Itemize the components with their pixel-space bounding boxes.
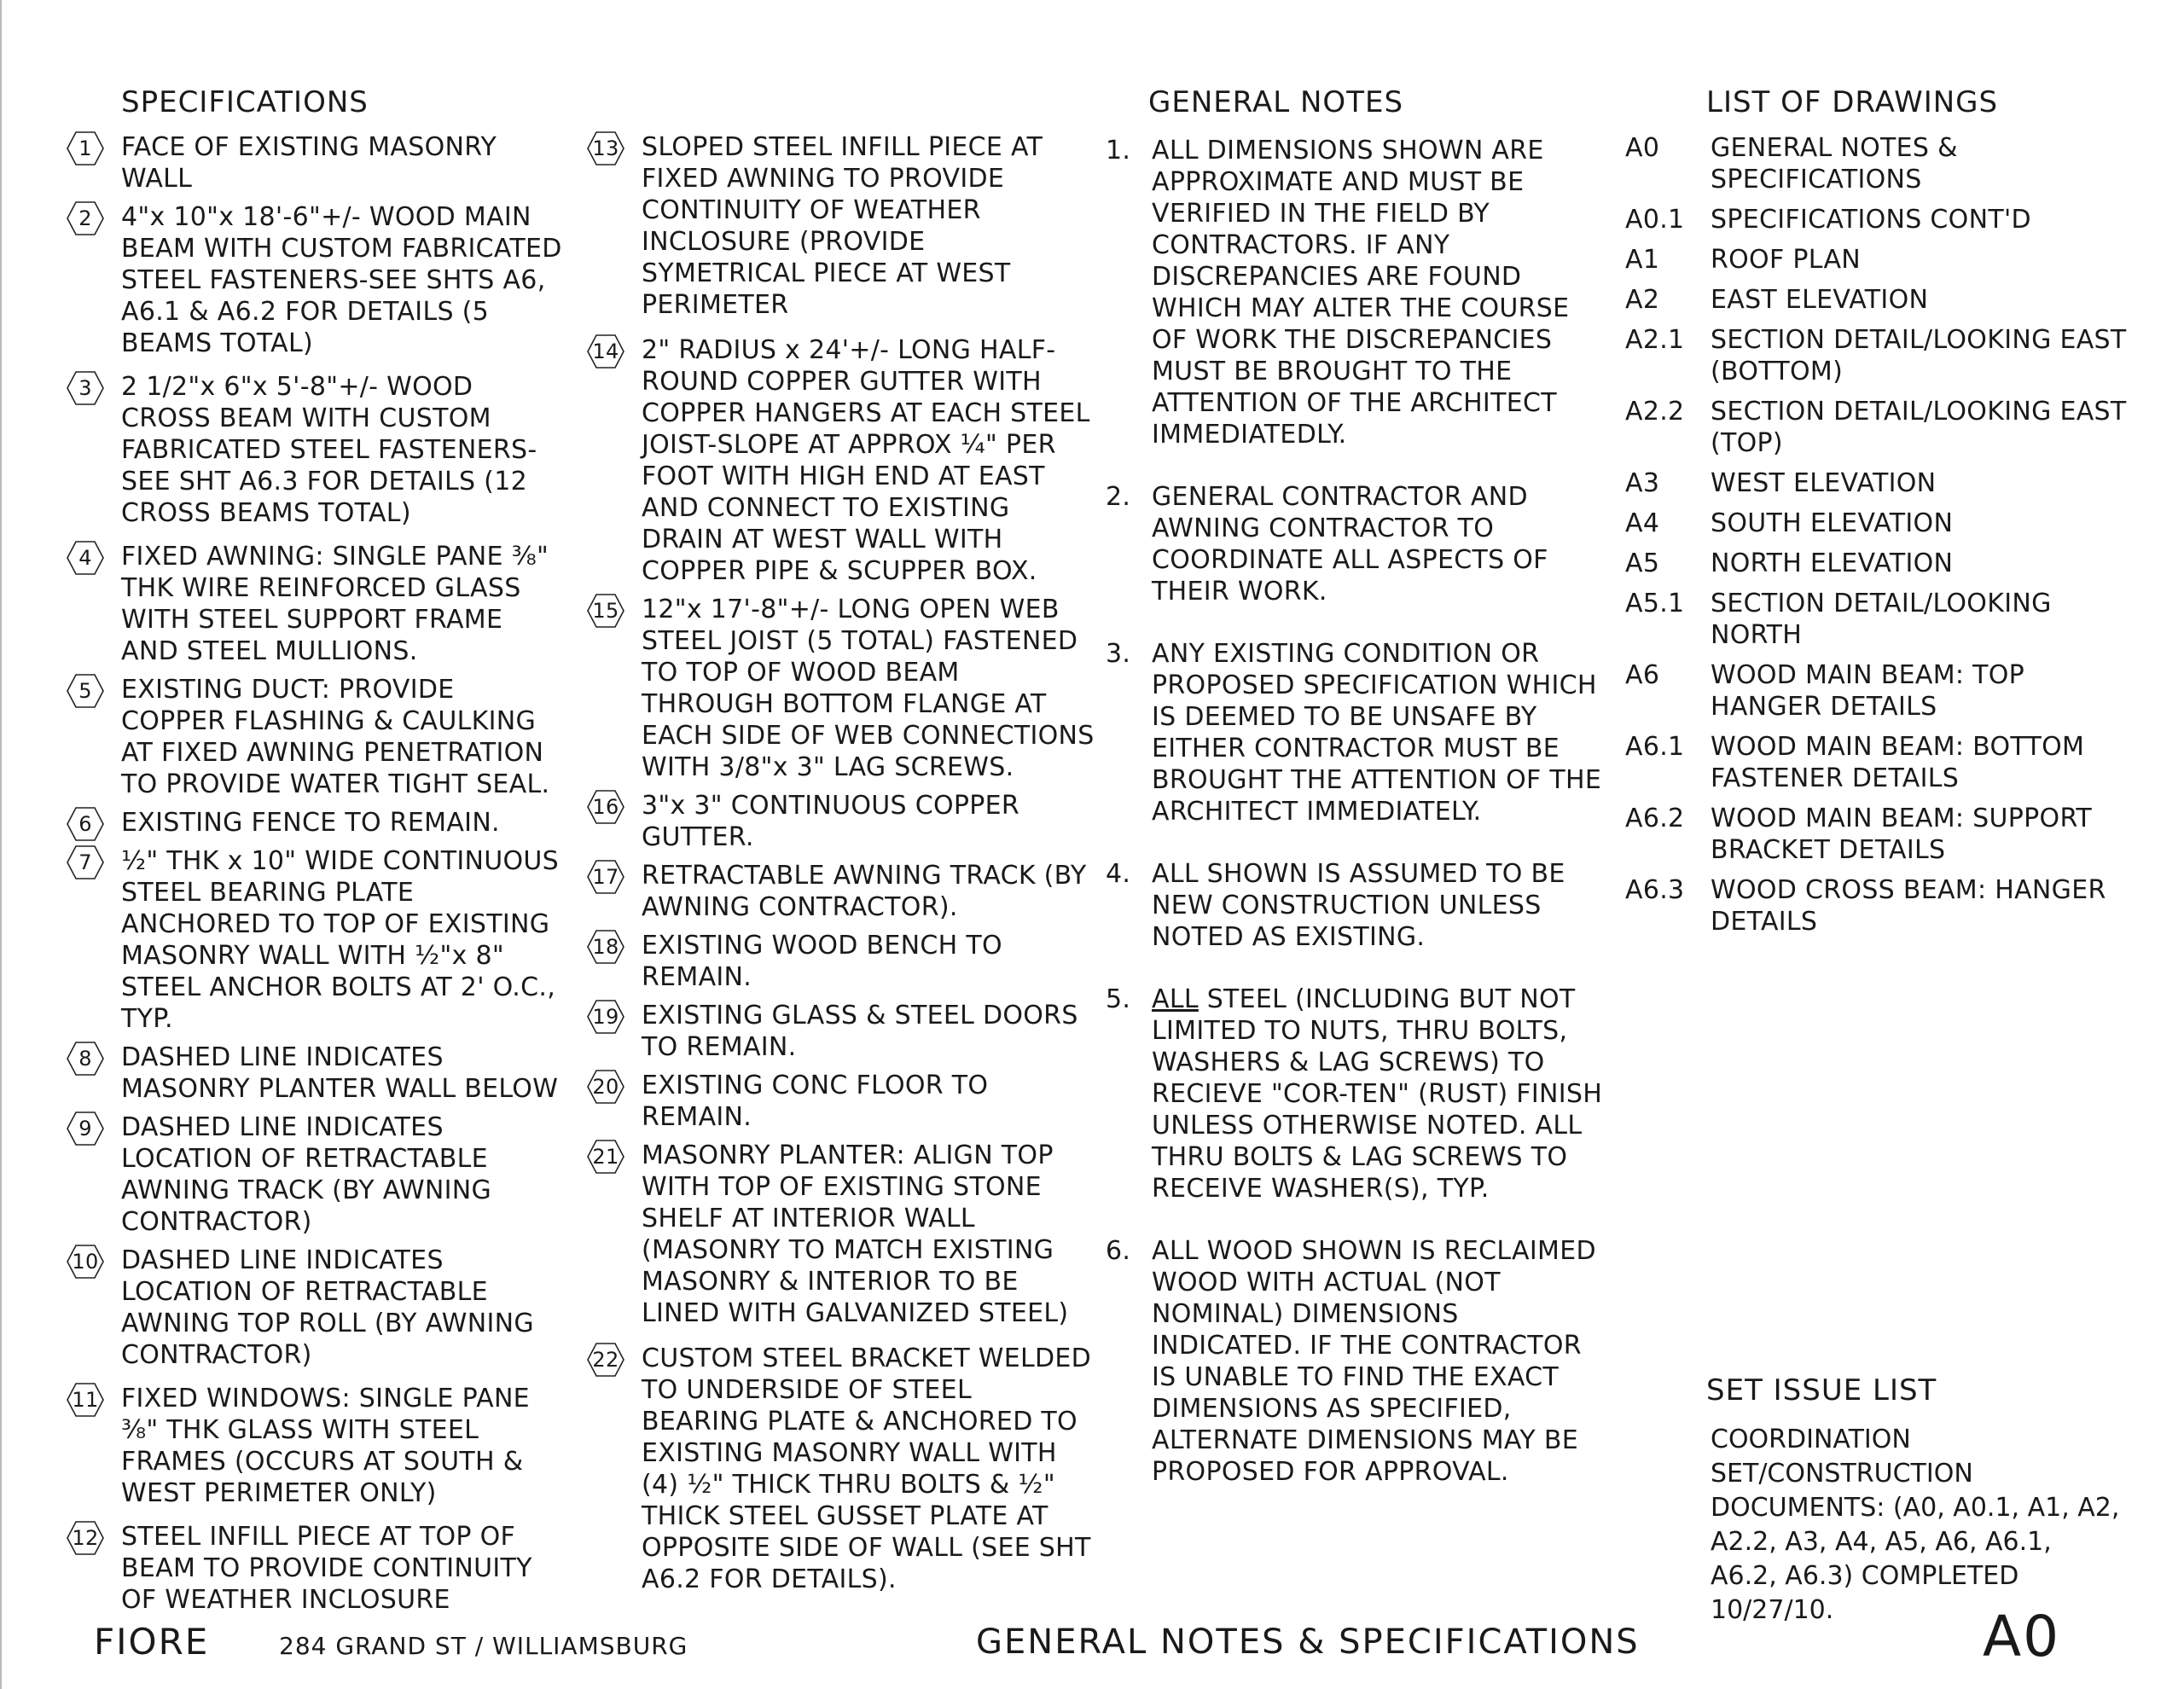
drawing-number: A6.1 bbox=[1625, 732, 1685, 762]
spec-item-number: 7 bbox=[78, 850, 92, 874]
general-note-item bbox=[1106, 481, 1609, 607]
hexagon-tag-icon bbox=[67, 1042, 104, 1076]
hexagon-tag-icon bbox=[587, 930, 624, 964]
hexagon-tag-icon bbox=[67, 807, 104, 841]
drawing-number: A2 bbox=[1625, 285, 1660, 315]
drawing-number: A1 bbox=[1625, 245, 1660, 275]
general-note-number: 4. bbox=[1106, 859, 1131, 889]
specifications-column-2 bbox=[584, 131, 1095, 1602]
spec-item-number: 21 bbox=[592, 1145, 619, 1169]
spec-item-text: 3"x 3" CONTINUOUS COPPER GUTTER. bbox=[642, 791, 1020, 852]
drawing-list-item bbox=[1625, 588, 2129, 651]
spec-item-number: 22 bbox=[592, 1348, 619, 1372]
spec-item-text: MASONRY PLANTER: ALIGN TOP WITH TOP OF EXISTING STONE SHELF AT INTERIOR WALL (MASONRY TO MATCH EXISTING MASONRY & INTERIOR TO BE LINED WITH GALVANIZED STEEL) bbox=[642, 1141, 1069, 1328]
hexagon-tag-icon bbox=[67, 1245, 104, 1279]
spec-item-text: SLOPED STEEL INFILL PIECE AT FIXED AWNING TO PROVIDE CONTINUITY OF WEATHER INCLOSURE (PROVIDE SYMETRICAL PIECE AT WEST PERIMETER bbox=[642, 132, 1043, 320]
drawing-number: A2.1 bbox=[1625, 325, 1685, 355]
spec-item-text: DASHED LINE INDICATES MASONRY PLANTER WALL BELOW bbox=[121, 1042, 559, 1104]
general-note-item bbox=[1106, 984, 1609, 1204]
drawing-list-item bbox=[1625, 731, 2129, 794]
drawing-number: A6 bbox=[1625, 660, 1660, 690]
spec-item-text: EXISTING DUCT: PROVIDE COPPER FLASHING & CAULKING AT FIXED AWNING PENETRATION TO PROVIDE WATER TIGHT SEAL. bbox=[121, 675, 550, 799]
hexagon-tag-icon bbox=[587, 790, 624, 824]
drawing-list-item bbox=[1625, 132, 2129, 195]
spec-item bbox=[63, 1042, 566, 1105]
spec-item bbox=[584, 1000, 1095, 1063]
spec-item bbox=[584, 594, 1095, 783]
spec-item-text: 12"x 17'-8"+/- LONG OPEN WEB STEEL JOIST (5 TOTAL) FASTENED TO TOP OF WOOD BEAM THROUGH BOTTOM FLANGE AT EACH SIDE OF WEB CONNECTIONS WITH 3/8"x 3" LAG SCREWS. bbox=[642, 595, 1095, 782]
drawing-list-item bbox=[1625, 508, 2129, 539]
drawing-title: WOOD MAIN BEAM: SUPPORT BRACKET DETAILS bbox=[1711, 804, 2093, 865]
general-note-number: 6. bbox=[1106, 1236, 1131, 1266]
drawing-number: A6.2 bbox=[1625, 804, 1685, 833]
drawing-list-item bbox=[1625, 324, 2129, 387]
spec-item-text: 2 1/2"x 6"x 5'-8"+/- WOOD CROSS BEAM WITH CUSTOM FABRICATED STEEL FASTENERS-SEE SHT A6.3 FOR DETAILS (12 CROSS BEAMS TOTAL) bbox=[121, 372, 537, 528]
drawing-list-item bbox=[1625, 874, 2129, 937]
drawing-title: GENERAL NOTES & SPECIFICATIONS bbox=[1711, 133, 1958, 194]
spec-item bbox=[584, 860, 1095, 923]
spec-item-number: 14 bbox=[592, 340, 619, 363]
spec-item bbox=[584, 334, 1095, 587]
hexagon-tag-icon bbox=[67, 131, 104, 165]
drawing-title: SECTION DETAIL/LOOKING EAST (BOTTOM) bbox=[1711, 325, 2127, 386]
hexagon-tag-icon bbox=[67, 371, 104, 405]
project-name: FIORE bbox=[94, 1621, 210, 1663]
list-of-drawings bbox=[1625, 132, 2129, 946]
general-note-number: 5. bbox=[1106, 984, 1131, 1014]
spec-item-number: 15 bbox=[592, 599, 619, 623]
general-note-emphasis: ALL bbox=[1152, 984, 1199, 1014]
hexagon-tag-icon bbox=[587, 334, 624, 369]
spec-item bbox=[63, 1521, 566, 1616]
spec-item-number: 9 bbox=[78, 1117, 92, 1141]
drawing-list-item bbox=[1625, 284, 2129, 316]
hexagon-tag-icon bbox=[67, 674, 104, 708]
spec-item-number: 20 bbox=[592, 1075, 619, 1099]
spec-item-number: 10 bbox=[72, 1250, 99, 1274]
spec-item-text: EXISTING FENCE TO REMAIN. bbox=[121, 808, 500, 838]
hexagon-tag-icon bbox=[67, 1383, 104, 1417]
spec-item-text: STEEL INFILL PIECE AT TOP OF BEAM TO PROVIDE CONTINUITY OF WEATHER INCLOSURE bbox=[121, 1522, 532, 1615]
spec-item-number: 13 bbox=[592, 136, 619, 160]
spec-item-text: EXISTING WOOD BENCH TO REMAIN. bbox=[642, 931, 1002, 992]
drawing-list-item bbox=[1625, 803, 2129, 866]
drawing-title: WOOD MAIN BEAM: BOTTOM FASTENER DETAILS bbox=[1711, 732, 2085, 793]
spec-item-number: 17 bbox=[592, 865, 619, 889]
spec-item bbox=[63, 371, 566, 529]
hexagon-tag-icon bbox=[67, 541, 104, 575]
drawing-list-item bbox=[1625, 659, 2129, 723]
hexagon-tag-icon bbox=[67, 1521, 104, 1555]
spec-item-number: 1 bbox=[78, 136, 92, 160]
spec-item-number: 8 bbox=[78, 1047, 92, 1071]
drawing-list-item bbox=[1625, 396, 2129, 459]
drawing-number: A5 bbox=[1625, 548, 1660, 578]
general-note-number: 1. bbox=[1106, 136, 1131, 165]
general-notes-list bbox=[1106, 135, 1609, 1518]
spec-item-number: 16 bbox=[592, 795, 619, 819]
hexagon-tag-icon bbox=[587, 594, 624, 628]
spec-item-number: 3 bbox=[78, 376, 92, 400]
hexagon-tag-icon bbox=[587, 1070, 624, 1104]
general-note-text: GENERAL CONTRACTOR AND AWNING CONTRACTOR TO COORDINATE ALL ASPECTS OF THEIR WORK. bbox=[1152, 482, 1548, 607]
drawing-title: SECTION DETAIL/LOOKING NORTH bbox=[1711, 589, 2052, 650]
general-note-text bbox=[1152, 984, 1609, 1204]
spec-item-number: 12 bbox=[72, 1526, 99, 1550]
sheet-number: A0 bbox=[1983, 1604, 2061, 1669]
spec-item-text: EXISTING GLASS & STEEL DOORS TO REMAIN. bbox=[642, 1001, 1078, 1062]
drawing-title: NORTH ELEVATION bbox=[1711, 548, 1954, 578]
spec-item bbox=[584, 1070, 1095, 1133]
set-issue-list-text: COORDINATION SET/CONSTRUCTION DOCUMENTS: (A0, A0.1, A1, A2, A2.2, A3, A4, A5, A6, A6.1, A6.2, A6.3) COMPLETED 10/27/10. bbox=[1711, 1425, 2120, 1625]
drawing-number: A6.3 bbox=[1625, 875, 1685, 905]
drawing-title: EAST ELEVATION bbox=[1711, 285, 1929, 315]
general-notes-heading: GENERAL NOTES bbox=[1148, 85, 1404, 119]
drawing-number: A0 bbox=[1625, 133, 1660, 163]
general-note-item bbox=[1106, 858, 1609, 953]
spec-item-text: 2" RADIUS x 24'+/- LONG HALF-ROUND COPPER GUTTER WITH COPPER HANGERS AT EACH STEEL JOIST-SLOPE AT APPROX ¼" PER FOOT WITH HIGH END AT EAST AND CONNECT TO EXISTING DRAIN AT WEST WALL WITH COPPER PIPE & SCUPPER BOX. bbox=[642, 335, 1090, 586]
hexagon-tag-icon bbox=[67, 201, 104, 235]
drawing-title: ROOF PLAN bbox=[1711, 245, 1862, 275]
hexagon-tag-icon bbox=[587, 131, 624, 165]
general-note-item bbox=[1106, 135, 1609, 450]
set-issue-list-heading: SET ISSUE LIST bbox=[1706, 1373, 1937, 1408]
spec-item-number: 11 bbox=[72, 1388, 99, 1412]
drawing-number: A0.1 bbox=[1625, 205, 1685, 235]
general-note-text: ANY EXISTING CONDITION OR PROPOSED SPECIFICATION WHICH IS DEEMED TO BE UNSAFE BY EITHER CONTRACTOR MUST BE BROUGHT THE ATTENTION OF THE ARCHITECT IMMEDIATELY. bbox=[1152, 639, 1602, 827]
spec-item-text: RETRACTABLE AWNING TRACK (BY AWNING CONTRACTOR). bbox=[642, 861, 1087, 922]
spec-item bbox=[63, 674, 566, 800]
spec-item bbox=[63, 1383, 566, 1509]
general-note-text: ALL SHOWN IS ASSUMED TO BE NEW CONSTRUCTION UNLESS NOTED AS EXISTING. bbox=[1152, 859, 1565, 952]
general-note-item bbox=[1106, 1235, 1609, 1488]
drawing-list-item bbox=[1625, 244, 2129, 276]
hexagon-tag-icon bbox=[67, 1111, 104, 1146]
spec-item-text: DASHED LINE INDICATES LOCATION OF RETRACTABLE AWNING TRACK (BY AWNING CONTRACTOR) bbox=[121, 1112, 492, 1237]
spec-item-text: FIXED WINDOWS: SINGLE PANE ⅜" THK GLASS WITH STEEL FRAMES (OCCURS AT SOUTH & WEST PERIMETER ONLY) bbox=[121, 1384, 530, 1508]
hexagon-tag-icon bbox=[587, 1343, 624, 1377]
drawing-number: A2.2 bbox=[1625, 397, 1685, 427]
spec-item-text: CUSTOM STEEL BRACKET WELDED TO UNDERSIDE OF STEEL BEARING PLATE & ANCHORED TO EXISTING MASONRY WALL WITH (4) ½" THICK THRU BOLTS & ½" THICK STEEL GUSSET PLATE AT OPPOSITE SIDE OF WALL (SEE SHT A6.2 FOR DETAILS). bbox=[642, 1344, 1092, 1594]
spec-item bbox=[63, 807, 566, 839]
spec-item bbox=[584, 1343, 1095, 1595]
spec-item-text: EXISTING CONC FLOOR TO REMAIN. bbox=[642, 1071, 989, 1132]
sheet-title: GENERAL NOTES & SPECIFICATIONS bbox=[976, 1622, 1640, 1662]
spec-item bbox=[63, 1245, 566, 1371]
hexagon-tag-icon bbox=[587, 1000, 624, 1034]
spec-item-text: 4"x 10"x 18'-6"+/- WOOD MAIN BEAM WITH CUSTOM FABRICATED STEEL FASTENERS-SEE SHTS A6, A6.1 & A6.2 FOR DETAILS (5 BEAMS TOTAL) bbox=[121, 202, 562, 358]
general-note-text-rest: STEEL (INCLUDING BUT NOT LIMITED TO NUTS, THRU BOLTS, WASHERS & LAG SCREWS) TO RECIEVE "COR-TEN" (RUST) FINISH UNLESS OTHERWISE NOTED. ALL THRU BOLTS & LAG SCREWS TO RECEIVE WASHER(S), TYP. bbox=[1152, 984, 1603, 1204]
spec-item bbox=[584, 930, 1095, 993]
spec-item-number: 2 bbox=[78, 206, 92, 230]
spec-item bbox=[584, 790, 1095, 853]
spec-item bbox=[584, 1140, 1095, 1329]
drawing-title: WOOD CROSS BEAM: HANGER DETAILS bbox=[1711, 875, 2106, 937]
spec-item-text: ½" THK x 10" WIDE CONTINUOUS STEEL BEARING PLATE ANCHORED TO TOP OF EXISTING MASONRY WALL WITH ½"x 8" STEEL ANCHOR BOLTS AT 2' O.C., TYP. bbox=[121, 846, 559, 1034]
list-of-drawings-heading: LIST OF DRAWINGS bbox=[1706, 85, 1999, 119]
drawing-list-item bbox=[1625, 204, 2129, 235]
specifications-column-1 bbox=[63, 131, 566, 1622]
spec-item bbox=[63, 845, 566, 1035]
spec-item-number: 5 bbox=[78, 679, 92, 703]
drawing-list-item bbox=[1625, 467, 2129, 499]
general-note-number: 2. bbox=[1106, 482, 1131, 512]
hexagon-tag-icon bbox=[587, 860, 624, 894]
general-note-item bbox=[1106, 638, 1609, 827]
drawing-title: SECTION DETAIL/LOOKING EAST (TOP) bbox=[1711, 397, 2127, 458]
drawing-list-item bbox=[1625, 548, 2129, 579]
drawing-number: A4 bbox=[1625, 508, 1660, 538]
drawing-title: SPECIFICATIONS CONT'D bbox=[1711, 205, 2031, 235]
drawing-title: WEST ELEVATION bbox=[1711, 468, 1937, 498]
spec-item bbox=[63, 131, 566, 194]
general-note-number: 3. bbox=[1106, 639, 1131, 669]
spec-item-number: 19 bbox=[592, 1005, 619, 1029]
spec-item-number: 6 bbox=[78, 812, 92, 836]
drawing-title: SOUTH ELEVATION bbox=[1711, 508, 1954, 538]
general-note-text: ALL WOOD SHOWN IS RECLAIMED WOOD WITH ACTUAL (NOT NOMINAL) DIMENSIONS INDICATED. IF THE CONTRACTOR IS UNABLE TO FIND THE EXACT DIMENSIONS AS SPECIFIED, ALTERNATE DIMENSIONS MAY BE PROPOSED FOR APPROVAL. bbox=[1152, 1236, 1596, 1487]
spec-item-text: DASHED LINE INDICATES LOCATION OF RETRACTABLE AWNING TOP ROLL (BY AWNING CONTRACTOR) bbox=[121, 1245, 534, 1370]
spec-item bbox=[584, 131, 1095, 321]
spec-item bbox=[63, 1111, 566, 1238]
spec-item-number: 18 bbox=[592, 935, 619, 959]
spec-item-text: FIXED AWNING: SINGLE PANE ⅜" THK WIRE REINFORCED GLASS WITH STEEL SUPPORT FRAME AND STEEL MULLIONS. bbox=[121, 542, 549, 666]
spec-item bbox=[63, 201, 566, 359]
drawing-number: A3 bbox=[1625, 468, 1660, 498]
drawing-title: WOOD MAIN BEAM: TOP HANGER DETAILS bbox=[1711, 660, 2025, 722]
drawing-number: A5.1 bbox=[1625, 589, 1685, 618]
hexagon-tag-icon bbox=[587, 1140, 624, 1174]
spec-item-text: FACE OF EXISTING MASONRY WALL bbox=[121, 132, 497, 194]
spec-item bbox=[63, 541, 566, 667]
specifications-heading: SPECIFICATIONS bbox=[121, 85, 369, 119]
general-note-text: ALL DIMENSIONS SHOWN ARE APPROXIMATE AND MUST BE VERIFIED IN THE FIELD BY CONTRACTORS. IF ANY DISCREPANCIES ARE FOUND WHICH MAY ALTER THE COURSE OF WORK THE DISCREPANCIES MUST BE BROUGHT TO THE ATTENTION OF THE ARCHITECT IMMEDIATEDLY. bbox=[1152, 136, 1570, 450]
hexagon-tag-icon bbox=[67, 845, 104, 879]
spec-item-number: 4 bbox=[78, 546, 92, 570]
project-address: 284 GRAND ST / WILLIAMSBURG bbox=[279, 1632, 688, 1660]
